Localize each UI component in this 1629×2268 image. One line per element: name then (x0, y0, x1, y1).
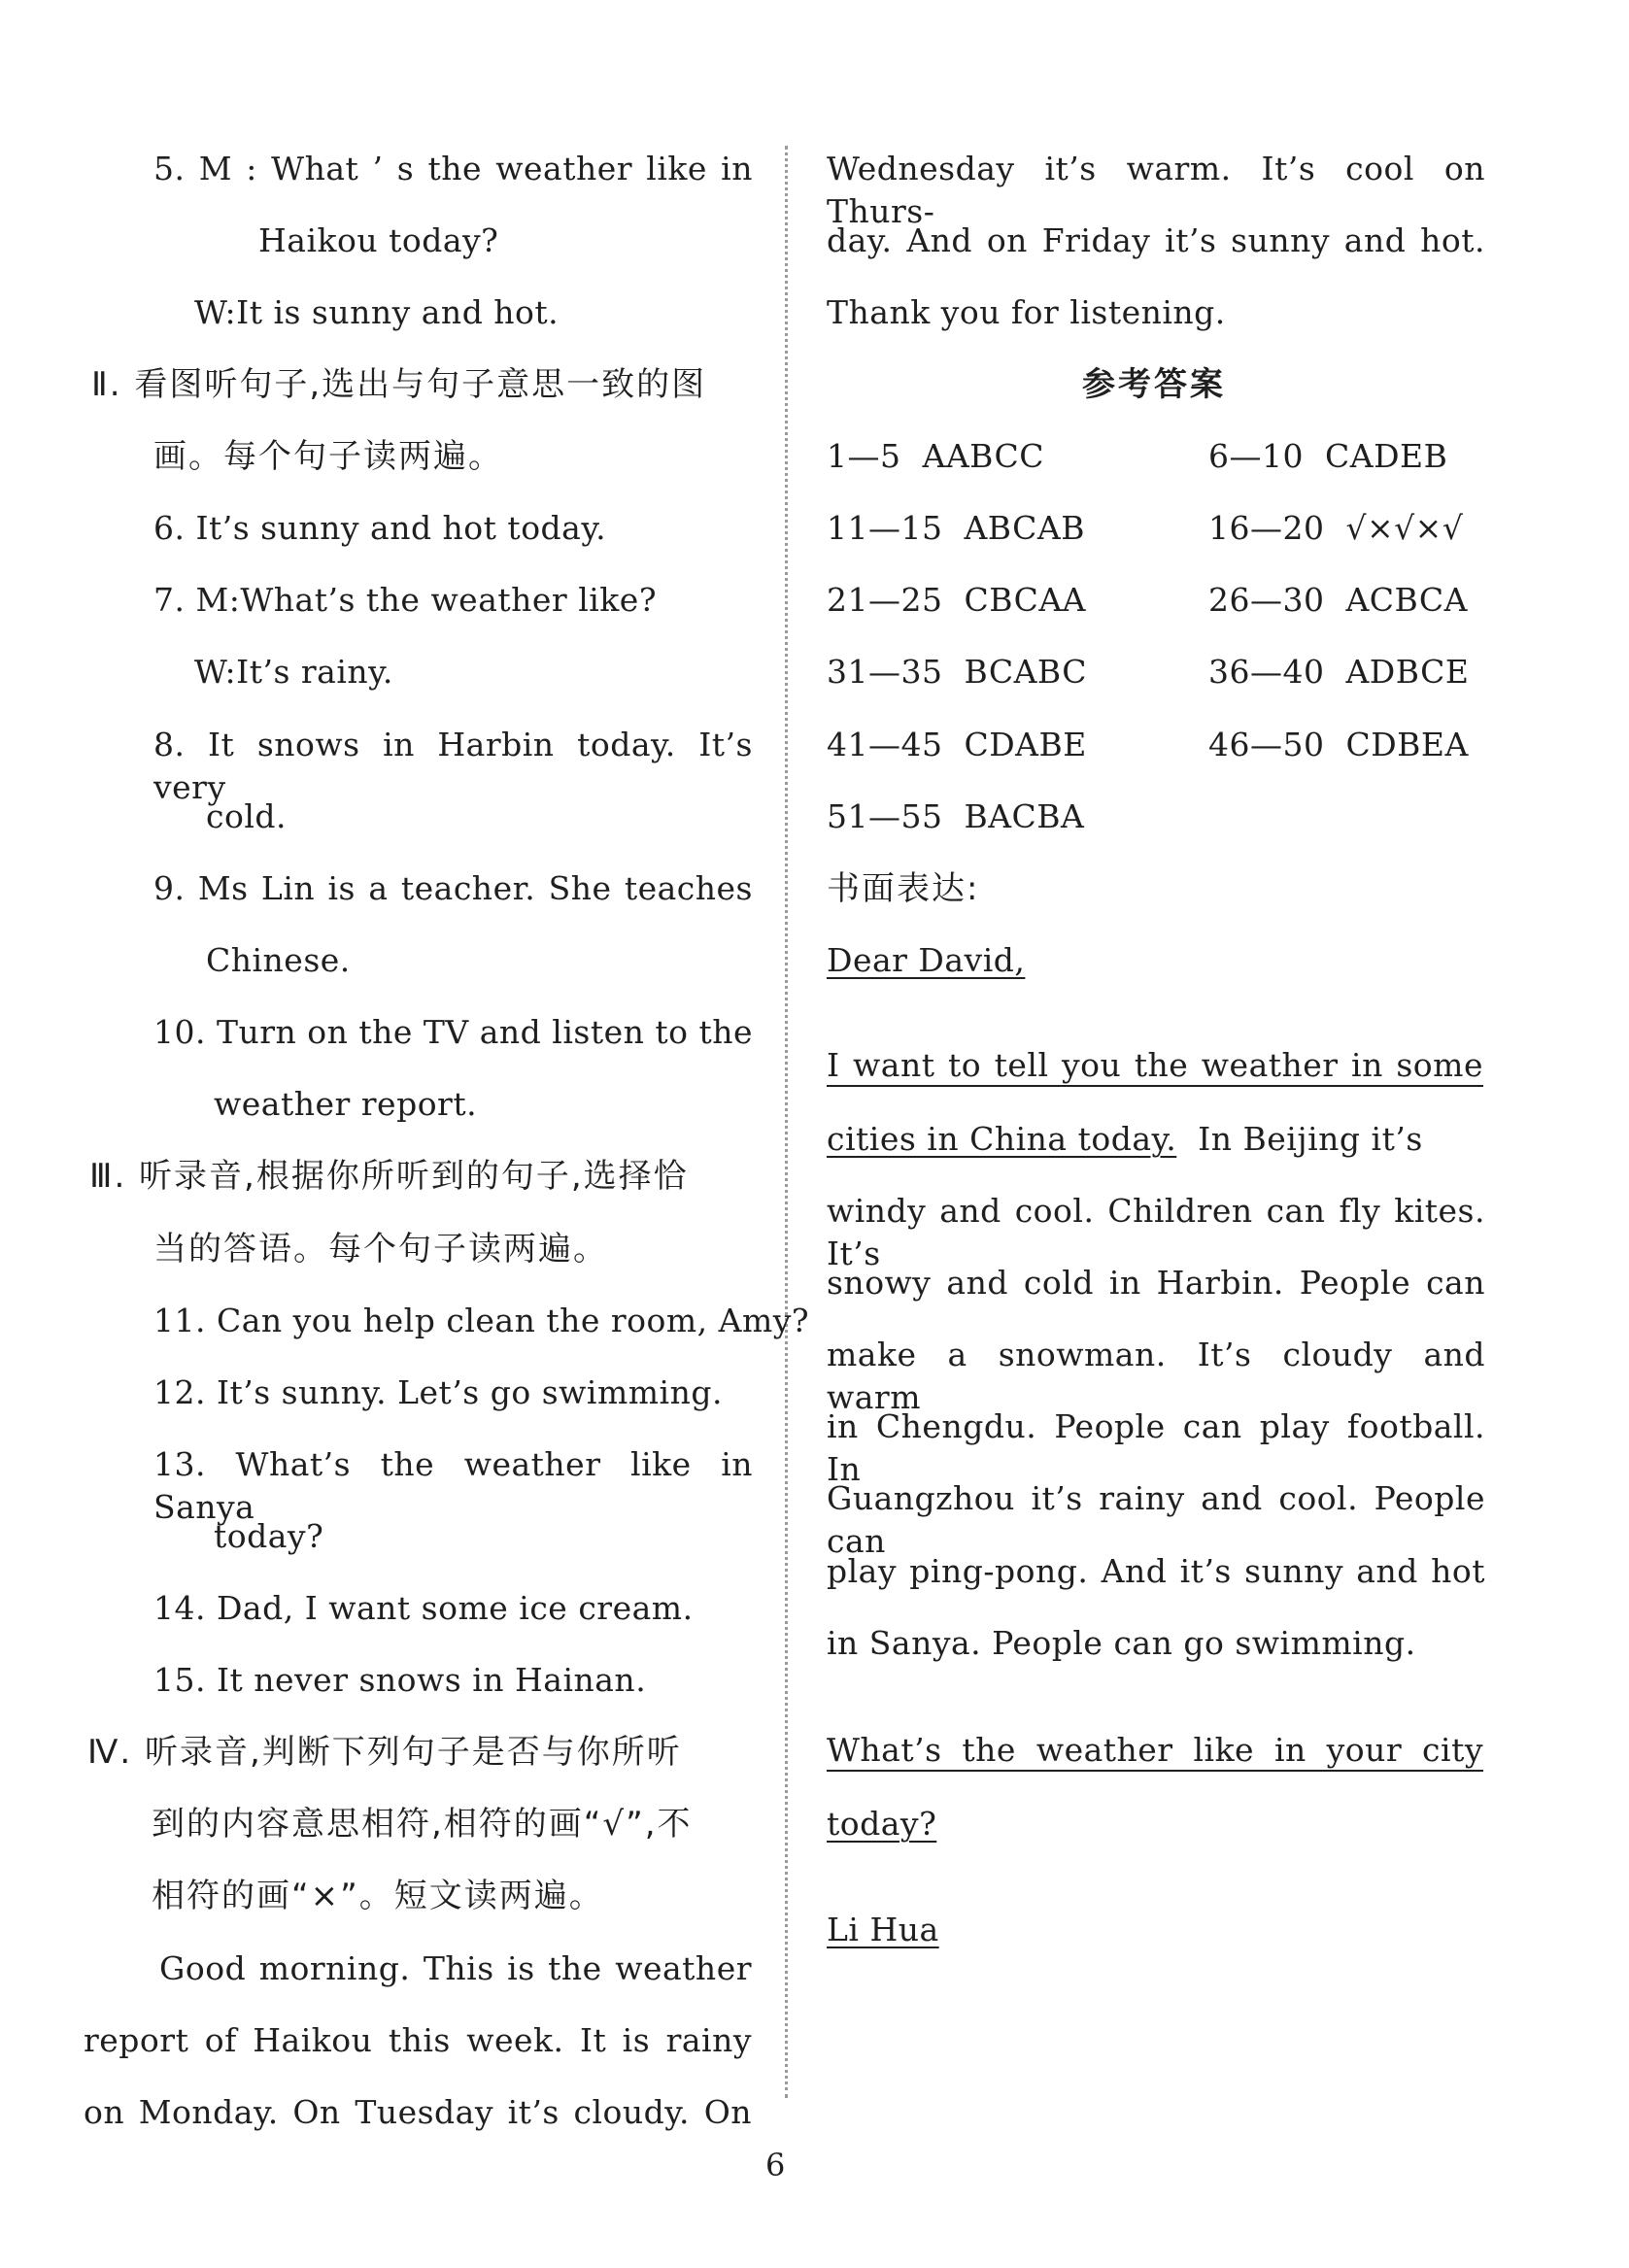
question-item: 6. It’s sunny and hot today. (153, 509, 607, 547)
answer-row: 6—10 CADEB (1208, 437, 1448, 475)
question-item: weather report. (214, 1085, 478, 1123)
answer-row: 26—30 ACBCA (1208, 581, 1468, 619)
question-item: 7. M:What’s the weather like? (153, 581, 658, 619)
column-divider (785, 146, 788, 2098)
question-item: today? (214, 1517, 324, 1555)
question-item: 10. Turn on the TV and listen to the (153, 1013, 754, 1051)
answer-row: 46—50 CDBEA (1208, 726, 1469, 763)
answer-row: 1—5 AABCC (827, 437, 1045, 475)
answer-key-heading: 参考答案 (1082, 365, 1226, 404)
q5-line: 5. M : What ’ s the weather like in (153, 150, 753, 187)
question-item: 14. Dad, I want some ice cream. (153, 1589, 694, 1627)
answer-row: 41—45 CDABE (827, 726, 1087, 763)
letter-line: play ping-pong. And it’s sunny and hot (827, 1552, 1485, 1590)
question-item: 8. It snows in Harbin today. It’s very (153, 726, 753, 806)
letter-question: What’s the weather like in your city (827, 1731, 1483, 1772)
letter-line: I want to tell you the weather in some (827, 1046, 1483, 1087)
letter-line: in Chengdu. People can play football. In (827, 1407, 1485, 1488)
question-item: 11. Can you help clean the room, Amy? (153, 1302, 810, 1339)
question-item: W:It’s rainy. (194, 653, 393, 691)
answer-row: 36—40 ADBCE (1208, 653, 1470, 691)
question-item: 13. What’s the weather like in Sanya (153, 1445, 753, 1526)
section-2-heading: Ⅱ. 看图听句子,选出与句子意思一致的图 (91, 365, 707, 404)
section-4-heading: 到的内容意思相符,相符的画“√”,不 (152, 1805, 693, 1844)
passage-line: Wednesday it’s warm. It’s cool on Thurs- (827, 150, 1485, 230)
letter-greeting: Dear David, (827, 941, 1026, 979)
answer-row: 51—55 BACBA (827, 797, 1085, 835)
page-number: 6 (765, 2147, 786, 2183)
letter-line: windy and cool. Children can fly kites. It’s (827, 1192, 1485, 1272)
question-item: 12. It’s sunny. Let’s go swimming. (153, 1373, 723, 1411)
passage-line: Thank you for listening. (827, 293, 1226, 331)
letter-line: in Sanya. People can go swimming. (827, 1624, 1416, 1662)
passage-line: day. And on Friday it’s sunny and hot. (827, 221, 1485, 259)
letter-line: Guangzhou it’s rainy and cool. People can (827, 1479, 1485, 1560)
question-item: Chinese. (206, 941, 351, 979)
writing-label: 书面表达: (827, 869, 980, 908)
section-4-heading: Ⅳ. 听录音,判断下列句子是否与你所听 (87, 1733, 682, 1772)
answer-row: 16—20 √×√×√ (1208, 509, 1464, 547)
question-item: 9. Ms Lin is a teacher. She teaches (153, 869, 753, 907)
q5-line: Haikou today? (258, 221, 499, 259)
passage-line: Good morning. This is the weather (159, 1949, 752, 1987)
letter-line: snowy and cold in Harbin. People can (827, 1264, 1485, 1302)
q5-line: W:It is sunny and hot. (194, 293, 560, 331)
question-item: cold. (206, 797, 288, 835)
answer-row: 21—25 CBCAA (827, 581, 1086, 619)
passage-line: report of Haikou this week. It is rainy (84, 2021, 752, 2059)
answer-row: 31—35 BCABC (827, 653, 1088, 691)
letter-line: make a snowman. It’s cloudy and warm (827, 1336, 1485, 1416)
section-3-heading: 当的答语。每个句子读两遍。 (153, 1230, 608, 1269)
section-3-heading: Ⅲ. 听录音,根据你所听到的句子,选择恰 (89, 1157, 689, 1196)
letter-line: cities in China today. In Beijing it’s (827, 1120, 1423, 1158)
section-2-heading: 画。每个句子读两遍。 (153, 437, 503, 476)
question-item: 15. It never snows in Hainan. (153, 1661, 647, 1699)
answer-row: 11—15 ABCAB (827, 509, 1085, 547)
section-4-heading: 相符的画“×”。短文读两遍。 (152, 1877, 604, 1915)
letter-signature: Li Hua (827, 1911, 939, 1948)
letter-question: today? (827, 1805, 937, 1843)
passage-line: on Monday. On Tuesday it’s cloudy. On (84, 2093, 752, 2131)
